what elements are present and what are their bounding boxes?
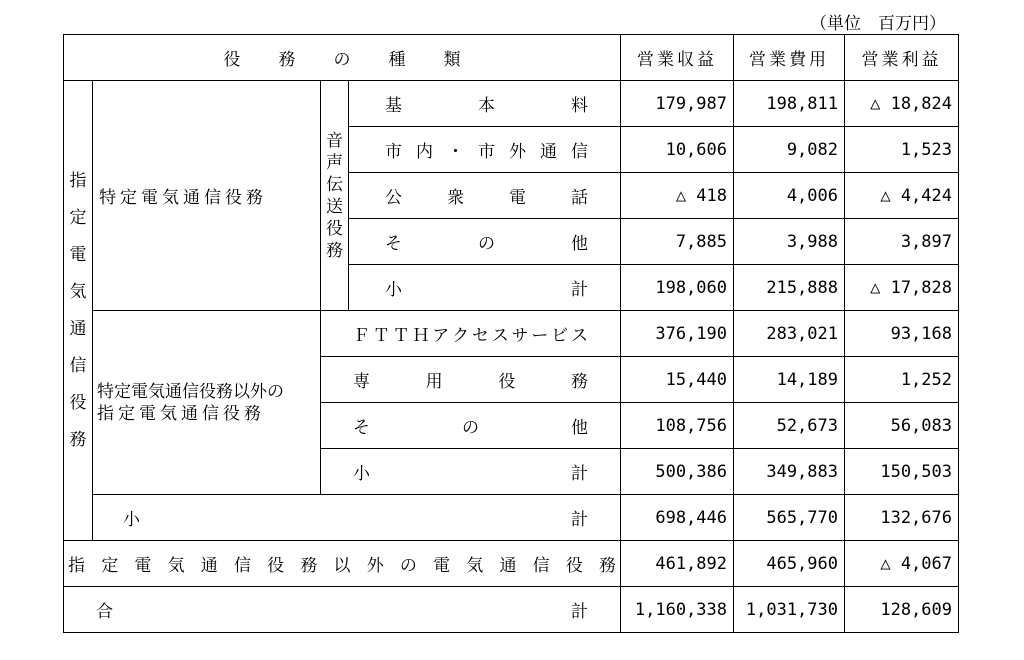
row-name xyxy=(349,127,621,173)
group-designated-text: 指 定 電 気 通 信 役 務 xyxy=(69,170,87,450)
cell-profit: 93,168 xyxy=(845,311,959,357)
group-designated-label xyxy=(64,81,93,541)
cell-profit: △ 18,824 xyxy=(845,81,959,127)
cell-revenue: 461,892 xyxy=(621,541,734,587)
cell-expense: 198,811 xyxy=(734,81,845,127)
row-name xyxy=(321,311,621,357)
row-name-text: そ の 他 xyxy=(353,418,588,438)
row-name-text: 小 計 xyxy=(353,464,588,484)
row-name xyxy=(64,587,621,633)
cell-revenue: 179,987 xyxy=(621,81,734,127)
cell-profit: 132,676 xyxy=(845,495,959,541)
header-type: 役務の種類 xyxy=(64,35,621,81)
cell-expense: 215,888 xyxy=(734,265,845,311)
financial-table xyxy=(63,34,959,633)
voice-label-text: 音 声 伝 送 役 務 xyxy=(326,130,343,261)
sub-other-line2: 指定電気通信役務 xyxy=(97,403,265,424)
cell-profit: 128,609 xyxy=(845,587,959,633)
sub-specified-label: 特定電気通信役務 xyxy=(93,81,321,311)
cell-revenue: 1,160,338 xyxy=(621,587,734,633)
cell-profit: △ 17,828 xyxy=(845,265,959,311)
row-name xyxy=(321,403,621,449)
header-revenue: 営業収益 xyxy=(621,35,734,81)
row-name xyxy=(93,495,621,541)
cell-revenue: 376,190 xyxy=(621,311,734,357)
cell-expense: 465,960 xyxy=(734,541,845,587)
cell-profit: 1,252 xyxy=(845,357,959,403)
row-name-text: 基 本 料 xyxy=(385,96,588,116)
header-profit: 営業利益 xyxy=(845,35,959,81)
cell-revenue: 108,756 xyxy=(621,403,734,449)
cell-revenue: 7,885 xyxy=(621,219,734,265)
cell-expense: 52,673 xyxy=(734,403,845,449)
cell-expense: 565,770 xyxy=(734,495,845,541)
cell-profit: △ 4,424 xyxy=(845,173,959,219)
cell-profit: 150,503 xyxy=(845,449,959,495)
cell-profit: 3,897 xyxy=(845,219,959,265)
cell-expense: 283,021 xyxy=(734,311,845,357)
table-row xyxy=(64,587,959,633)
row-name-text: 小 計 xyxy=(385,280,588,300)
cell-expense: 9,082 xyxy=(734,127,845,173)
row-name-text: 市 内 ・ 市 外 通 信 xyxy=(385,142,588,162)
header-expense: 営業費用 xyxy=(734,35,845,81)
cell-revenue: 15,440 xyxy=(621,357,734,403)
table-row xyxy=(64,311,959,357)
cell-expense: 14,189 xyxy=(734,357,845,403)
row-name-text: 小 計 xyxy=(123,510,588,530)
cell-revenue: 500,386 xyxy=(621,449,734,495)
cell-expense: 3,988 xyxy=(734,219,845,265)
cell-revenue: △ 418 xyxy=(621,173,734,219)
row-name xyxy=(321,449,621,495)
row-name xyxy=(321,357,621,403)
cell-expense: 349,883 xyxy=(734,449,845,495)
row-name-text: 専 用 役 務 xyxy=(353,372,588,392)
row-name-text: 指 定 電 気 通 信 役 務 以 外 の 電 気 通 信 役 務 xyxy=(68,556,616,576)
cell-profit: 1,523 xyxy=(845,127,959,173)
cell-revenue: 10,606 xyxy=(621,127,734,173)
row-name xyxy=(349,219,621,265)
cell-revenue: 698,446 xyxy=(621,495,734,541)
header-row xyxy=(64,35,959,81)
sub-other-line1: 特定電気通信役務以外の xyxy=(97,381,284,402)
table-row xyxy=(64,81,959,127)
cell-profit: 56,083 xyxy=(845,403,959,449)
unit-label: （単位 百万円） xyxy=(810,14,946,34)
row-name xyxy=(349,81,621,127)
row-name xyxy=(349,173,621,219)
cell-revenue: 198,060 xyxy=(621,265,734,311)
row-name-text: そ の 他 xyxy=(385,234,588,254)
sub-other-label xyxy=(93,311,321,495)
cell-expense: 1,031,730 xyxy=(734,587,845,633)
cell-expense: 4,006 xyxy=(734,173,845,219)
row-name xyxy=(349,265,621,311)
row-name-text: Ｆ Ｔ Ｔ Ｈ ア ク セ ス サ ー ビ ス xyxy=(353,326,588,346)
cell-profit: △ 4,067 xyxy=(845,541,959,587)
voice-label xyxy=(321,81,349,311)
row-name-text: 合 計 xyxy=(96,602,588,622)
table-row xyxy=(64,541,959,587)
row-name xyxy=(64,541,621,587)
table-row xyxy=(64,495,959,541)
row-name-text: 公 衆 電 話 xyxy=(385,188,588,208)
